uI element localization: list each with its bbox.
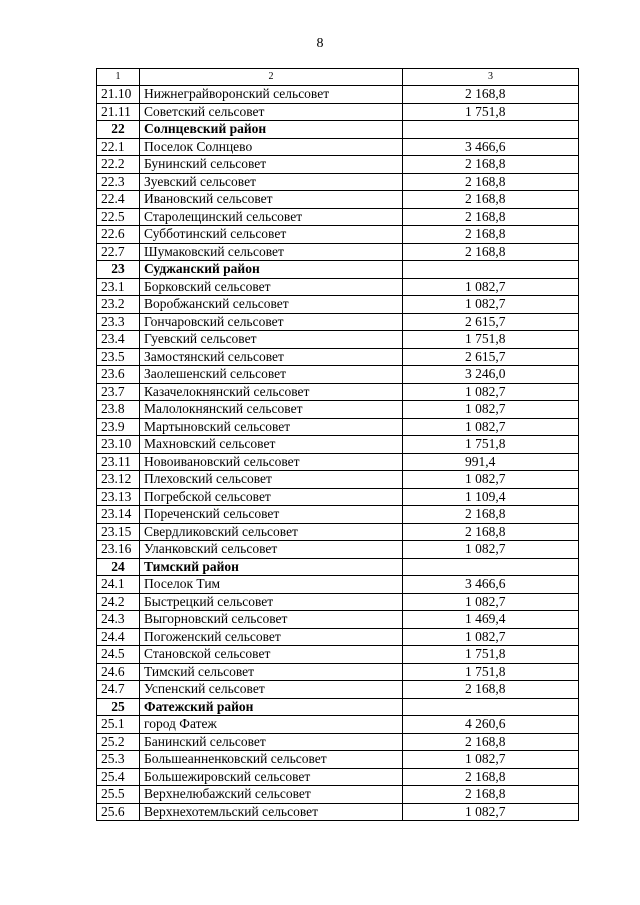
row-number: 23.14 — [97, 506, 140, 524]
row-name: Уланковский сельсовет — [140, 541, 403, 559]
row-name: Субботинский сельсовет — [140, 226, 403, 244]
row-number: 23.12 — [97, 471, 140, 489]
table-row — [97, 751, 579, 769]
table-row — [97, 663, 579, 681]
row-value: 2 168,8 — [403, 768, 579, 786]
district-header-row — [97, 558, 579, 576]
table-row — [97, 173, 579, 191]
row-name: Большежировский сельсовет — [140, 768, 403, 786]
row-name: Новоивановский сельсовет — [140, 453, 403, 471]
row-name: Пореченский сельсовет — [140, 506, 403, 524]
row-name: Тимский сельсовет — [140, 663, 403, 681]
row-number: 24.7 — [97, 681, 140, 699]
header-cell-name: 2 — [140, 69, 403, 86]
row-value: 1 082,7 — [403, 751, 579, 769]
table-row — [97, 191, 579, 209]
table-row — [97, 716, 579, 734]
row-value: 2 168,8 — [403, 226, 579, 244]
row-number: 24 — [97, 558, 140, 576]
row-name: Заолешенский сельсовет — [140, 366, 403, 384]
row-number: 23.4 — [97, 331, 140, 349]
row-value: 2 168,8 — [403, 506, 579, 524]
row-number: 23.5 — [97, 348, 140, 366]
row-name: Нижнеграйворонский сельсовет — [140, 86, 403, 104]
allocation-table — [96, 68, 579, 821]
row-name: Становской сельсовет — [140, 646, 403, 664]
table-row — [97, 313, 579, 331]
table-row — [97, 366, 579, 384]
row-number: 25.6 — [97, 803, 140, 821]
row-number: 24.4 — [97, 628, 140, 646]
row-name: Погребской сельсовет — [140, 488, 403, 506]
row-number: 23.9 — [97, 418, 140, 436]
table-row — [97, 786, 579, 804]
table-row — [97, 453, 579, 471]
row-value: 1 082,7 — [403, 541, 579, 559]
page-number: 8 — [316, 36, 324, 51]
row-value: 1 082,7 — [403, 418, 579, 436]
row-name: Зуевский сельсовет — [140, 173, 403, 191]
row-number: 23 — [97, 261, 140, 279]
row-value: 4 260,6 — [403, 716, 579, 734]
table-row — [97, 156, 579, 174]
row-value: 2 615,7 — [403, 348, 579, 366]
row-name: Плеховский сельсовет — [140, 471, 403, 489]
table-row — [97, 471, 579, 489]
row-number: 25.3 — [97, 751, 140, 769]
row-name: Советский сельсовет — [140, 103, 403, 121]
table-row — [97, 138, 579, 156]
district-header-row — [97, 121, 579, 139]
row-value: 2 168,8 — [403, 208, 579, 226]
row-name: Гончаровский сельсовет — [140, 313, 403, 331]
row-value: 1 109,4 — [403, 488, 579, 506]
row-name: Суджанский район — [140, 261, 403, 279]
row-number: 23.10 — [97, 436, 140, 454]
row-number: 22.6 — [97, 226, 140, 244]
table-row — [97, 733, 579, 751]
table-body — [97, 69, 579, 821]
row-number: 23.13 — [97, 488, 140, 506]
table-row — [97, 243, 579, 261]
row-value: 1 082,7 — [403, 278, 579, 296]
row-number: 24.6 — [97, 663, 140, 681]
row-name: Выгорновский сельсовет — [140, 611, 403, 629]
row-number: 22.3 — [97, 173, 140, 191]
row-value: 2 168,8 — [403, 243, 579, 261]
table-row — [97, 681, 579, 699]
table-row — [97, 646, 579, 664]
row-value: 2 168,8 — [403, 156, 579, 174]
row-number: 22.2 — [97, 156, 140, 174]
row-value: 1 082,7 — [403, 383, 579, 401]
row-number: 21.10 — [97, 86, 140, 104]
row-value: 2 615,7 — [403, 313, 579, 331]
row-value: 1 751,8 — [403, 646, 579, 664]
row-value: 2 168,8 — [403, 86, 579, 104]
table-row — [97, 576, 579, 594]
row-number: 23.6 — [97, 366, 140, 384]
row-name: Старолещинский сельсовет — [140, 208, 403, 226]
row-value: 3 246,0 — [403, 366, 579, 384]
row-name: Воробжанский сельсовет — [140, 296, 403, 314]
table-row — [97, 803, 579, 821]
row-number: 22.1 — [97, 138, 140, 156]
table-row — [97, 523, 579, 541]
table-row — [97, 418, 579, 436]
row-number: 23.1 — [97, 278, 140, 296]
row-number: 23.8 — [97, 401, 140, 419]
row-number: 22.5 — [97, 208, 140, 226]
row-number: 25 — [97, 698, 140, 716]
row-value: 1 082,7 — [403, 628, 579, 646]
row-value: 2 168,8 — [403, 681, 579, 699]
row-name: Поселок Тим — [140, 576, 403, 594]
row-value — [403, 558, 579, 576]
row-name: Шумаковский сельсовет — [140, 243, 403, 261]
row-value: 1 751,8 — [403, 103, 579, 121]
row-name: Погоженский сельсовет — [140, 628, 403, 646]
row-value: 1 082,7 — [403, 471, 579, 489]
row-name: Тимский район — [140, 558, 403, 576]
table-row — [97, 86, 579, 104]
row-value: 1 082,7 — [403, 296, 579, 314]
row-name: Махновский сельсовет — [140, 436, 403, 454]
row-number: 24.5 — [97, 646, 140, 664]
district-header-row — [97, 261, 579, 279]
table-row — [97, 226, 579, 244]
row-number: 24.1 — [97, 576, 140, 594]
table-row — [97, 208, 579, 226]
table-row — [97, 593, 579, 611]
row-number: 24.2 — [97, 593, 140, 611]
row-number: 22.4 — [97, 191, 140, 209]
table-row — [97, 383, 579, 401]
row-name: Свердликовский сельсовет — [140, 523, 403, 541]
row-name: Солнцевский район — [140, 121, 403, 139]
row-number: 25.5 — [97, 786, 140, 804]
row-name: Банинский сельсовет — [140, 733, 403, 751]
row-name: Бунинский сельсовет — [140, 156, 403, 174]
row-value: 2 168,8 — [403, 733, 579, 751]
row-number: 21.11 — [97, 103, 140, 121]
header-cell-number: 1 — [97, 69, 140, 86]
table-row — [97, 103, 579, 121]
row-name: Верхнелюбажский сельсовет — [140, 786, 403, 804]
table-row — [97, 541, 579, 559]
row-value: 1 469,4 — [403, 611, 579, 629]
table-row — [97, 436, 579, 454]
table-header-row — [97, 69, 579, 86]
row-number: 23.11 — [97, 453, 140, 471]
row-name: город Фатеж — [140, 716, 403, 734]
row-value: 2 168,8 — [403, 191, 579, 209]
row-value: 3 466,6 — [403, 138, 579, 156]
table-row — [97, 768, 579, 786]
row-number: 23.7 — [97, 383, 140, 401]
row-name: Казачелокнянский сельсовет — [140, 383, 403, 401]
row-value — [403, 698, 579, 716]
row-name: Малолокнянский сельсовет — [140, 401, 403, 419]
row-name: Фатежский район — [140, 698, 403, 716]
table-row — [97, 296, 579, 314]
row-name: Ивановский сельсовет — [140, 191, 403, 209]
row-number: 24.3 — [97, 611, 140, 629]
row-value: 1 082,7 — [403, 401, 579, 419]
table-row — [97, 628, 579, 646]
row-value: 991,4 — [403, 453, 579, 471]
row-name: Быстрецкий сельсовет — [140, 593, 403, 611]
row-name: Борковский сельсовет — [140, 278, 403, 296]
table-row — [97, 401, 579, 419]
row-value: 2 168,8 — [403, 786, 579, 804]
table-row — [97, 611, 579, 629]
row-number: 23.16 — [97, 541, 140, 559]
row-name: Замостянский сельсовет — [140, 348, 403, 366]
row-value: 2 168,8 — [403, 173, 579, 191]
row-name: Успенский сельсовет — [140, 681, 403, 699]
row-number: 25.1 — [97, 716, 140, 734]
table-row — [97, 488, 579, 506]
row-number: 22 — [97, 121, 140, 139]
header-cell-value: 3 — [403, 69, 579, 86]
row-number: 25.4 — [97, 768, 140, 786]
row-value: 1 751,8 — [403, 436, 579, 454]
row-value: 1 082,7 — [403, 803, 579, 821]
row-number: 23.3 — [97, 313, 140, 331]
row-name: Мартыновский сельсовет — [140, 418, 403, 436]
row-value: 1 082,7 — [403, 593, 579, 611]
row-name: Верхнехотемльский сельсовет — [140, 803, 403, 821]
row-value — [403, 121, 579, 139]
district-header-row — [97, 698, 579, 716]
row-number: 23.2 — [97, 296, 140, 314]
row-value: 3 466,6 — [403, 576, 579, 594]
row-number: 22.7 — [97, 243, 140, 261]
row-value: 1 751,8 — [403, 331, 579, 349]
row-value: 2 168,8 — [403, 523, 579, 541]
row-name: Поселок Солнцево — [140, 138, 403, 156]
row-number: 25.2 — [97, 733, 140, 751]
row-name: Гуевский сельсовет — [140, 331, 403, 349]
row-value: 1 751,8 — [403, 663, 579, 681]
table-row — [97, 278, 579, 296]
table-row — [97, 331, 579, 349]
table-row — [97, 506, 579, 524]
table-row — [97, 348, 579, 366]
row-name: Большеанненковский сельсовет — [140, 751, 403, 769]
row-value — [403, 261, 579, 279]
row-number: 23.15 — [97, 523, 140, 541]
